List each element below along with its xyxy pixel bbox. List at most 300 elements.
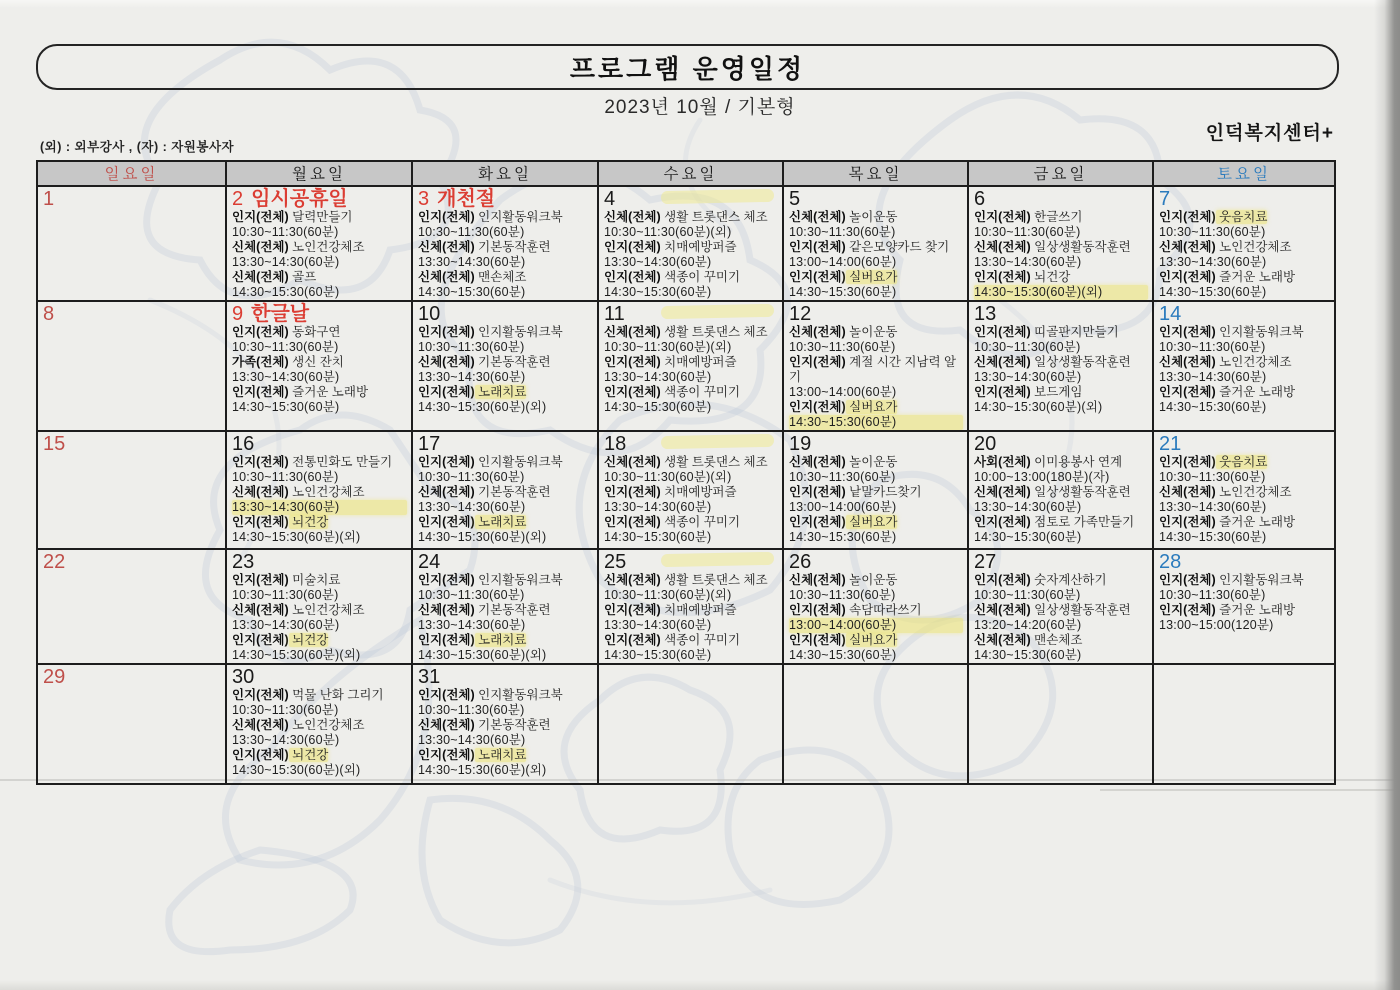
day-cell-25 — [598, 549, 783, 664]
activity-title: 같은모양카드 찾기 — [845, 240, 950, 254]
activity-title: 생활 트롯댄스 체조 — [660, 210, 768, 224]
day-cell-31 — [412, 664, 598, 784]
activity-title: 숫자계산하기 — [1030, 573, 1107, 587]
activity-time: 13:30~14:30(60분) — [1159, 370, 1267, 384]
activity-category: 인지(전체) — [1159, 573, 1216, 587]
activity-category: 인지(전체) — [974, 210, 1031, 224]
activity-category: 신체(전체) — [232, 485, 289, 499]
activity-name — [974, 240, 1148, 255]
activity-time: 13:30~14:30(60분) — [604, 500, 712, 514]
day-number: 13 — [974, 303, 997, 325]
activity-title: 치매예방퍼즐 — [660, 240, 737, 254]
day-number: 14 — [1159, 303, 1182, 325]
activity-name — [232, 210, 407, 225]
activity-name — [1159, 455, 1330, 470]
activity-category: 신체(전체) — [789, 325, 846, 339]
activity-title: 생신 잔치 — [288, 355, 344, 369]
activity-name — [974, 573, 1148, 588]
activity-name — [1159, 603, 1330, 618]
activity-name — [418, 210, 593, 225]
activity-name — [232, 573, 407, 588]
activity-category: 인지(전체) — [604, 633, 661, 647]
activity-time: 14:30~15:30(60분)(외) — [418, 763, 547, 777]
activity-category: 신체(전체) — [974, 603, 1031, 617]
activity-title: 속담따라쓰기 — [845, 603, 922, 617]
activity-name — [232, 748, 407, 763]
day-number: 1 — [43, 188, 55, 210]
activity-title: 노인건강체조 — [1215, 485, 1292, 499]
activity-category: 인지(전체) — [604, 485, 661, 499]
activity-title: 맨손체조 — [474, 270, 527, 284]
activity-name — [1159, 573, 1330, 588]
activity-category: 신체(전체) — [789, 573, 846, 587]
activity-time: 10:30~11:30(60분)(외) — [604, 225, 732, 239]
activity-title: 실버요가 — [845, 633, 898, 647]
activity-time: 14:30~15:30(60분) — [1159, 285, 1267, 299]
activity-title: 치매예방퍼즐 — [660, 603, 737, 617]
day-number: 18 — [604, 433, 627, 455]
activity-time: 14:30~15:30(60분)(외) — [232, 530, 361, 544]
activity-category: 신체(전체) — [604, 325, 661, 339]
activity-title: 일상생활동작훈련 — [1030, 485, 1131, 499]
day-number: 15 — [43, 433, 66, 455]
activity-time: 13:30~14:30(60분) — [604, 370, 712, 384]
activity-time: 14:30~15:30(60분)(외) — [418, 648, 547, 662]
activity-category: 인지(전체) — [232, 688, 289, 702]
activity-name — [1159, 485, 1330, 500]
weekday-header-일요일: 일요일 — [37, 161, 226, 186]
activity-time: 14:30~15:30(60분)(외) — [974, 285, 1148, 300]
activity-category: 인지(전체) — [604, 270, 661, 284]
activity-category: 인지(전체) — [1159, 515, 1216, 529]
activity-name — [1159, 385, 1330, 400]
activity-time: 13:00~14:00(60분) — [789, 500, 897, 514]
activity-time: 13:30~14:30(60분) — [418, 733, 526, 747]
activity-time: 10:30~11:30(60분) — [974, 340, 1081, 354]
activity-category: 신체(전체) — [1159, 485, 1216, 499]
activity-time: 13:30~14:30(60분) — [232, 255, 340, 269]
activity-title: 놀이운동 — [845, 210, 898, 224]
activity-time: 14:30~15:30(60분)(외) — [418, 530, 547, 544]
day-cell-14 — [1153, 301, 1335, 431]
activity-name — [789, 325, 963, 340]
day-number: 3 — [418, 188, 430, 210]
activity-time: 13:30~14:30(60분) — [1159, 500, 1267, 514]
activity-time: 14:30~15:30(60분) — [789, 648, 897, 662]
activity-name — [418, 603, 593, 618]
activity-name — [789, 210, 963, 225]
activity-title: 기본동작훈련 — [474, 485, 551, 499]
activity-time: 14:30~15:30(60분) — [604, 648, 712, 662]
activity-category: 신체(전체) — [418, 355, 475, 369]
activity-category: 인지(전체) — [789, 240, 846, 254]
activity-title: 웃음치료 — [1215, 210, 1268, 224]
activity-title: 놀이운동 — [845, 573, 898, 587]
activity-time: 14:30~15:30(60분) — [974, 648, 1082, 662]
activity-time: 13:00~14:00(60분) — [789, 385, 897, 399]
day-cell-22 — [37, 549, 226, 664]
activity-category: 인지(전체) — [232, 385, 289, 399]
activity-category: 가족(전체) — [232, 355, 289, 369]
day-cell-19 — [783, 431, 968, 549]
day-cell-27 — [968, 549, 1153, 664]
day-number: 6 — [974, 188, 986, 210]
activity-category: 인지(전체) — [789, 603, 846, 617]
activity-title: 기본동작훈련 — [474, 603, 551, 617]
activity-title: 뇌건강 — [288, 748, 329, 762]
activity-name — [1159, 325, 1330, 340]
activity-time: 10:30~11:30(60분) — [418, 340, 525, 354]
day-cell-17 — [412, 431, 598, 549]
empty-cell — [968, 664, 1153, 784]
activity-category: 신체(전체) — [418, 485, 475, 499]
activity-title: 노래치료 — [474, 515, 527, 529]
day-number: 19 — [789, 433, 812, 455]
activity-category: 인지(전체) — [232, 748, 289, 762]
activity-category: 인지(전체) — [418, 385, 475, 399]
activity-name — [789, 240, 963, 255]
activity-time: 10:30~11:30(60분) — [232, 225, 339, 239]
activity-name — [418, 270, 593, 285]
day-cell-29 — [37, 664, 226, 784]
activity-name — [232, 240, 407, 255]
activity-time: 13:30~14:30(60분) — [974, 255, 1082, 269]
activity-category: 신체(전체) — [789, 210, 846, 224]
activity-time: 14:30~15:30(60분) — [1159, 530, 1267, 544]
day-cell-26 — [783, 549, 968, 664]
activity-title: 달력만들기 — [288, 210, 353, 224]
activity-time: 10:30~11:30(60분) — [418, 703, 525, 717]
activity-time: 14:30~15:30(60분) — [232, 285, 340, 299]
activity-title: 인지활동워크북 — [474, 210, 563, 224]
day-cell-2 — [226, 186, 412, 301]
activity-time: 10:00~13:00(180분)(자) — [974, 470, 1110, 484]
activity-title: 치매예방퍼즐 — [660, 485, 737, 499]
activity-time: 14:30~15:30(60분) — [789, 285, 897, 299]
activity-time: 10:30~11:30(60분)(외) — [604, 588, 732, 602]
activity-time: 13:30~14:30(60분) — [418, 255, 526, 269]
calendar-header — [37, 161, 1335, 186]
activity-category: 인지(전체) — [604, 240, 661, 254]
activity-name — [1159, 355, 1330, 370]
activity-category: 인지(전체) — [974, 385, 1031, 399]
holiday-name: 한글날 — [251, 303, 310, 325]
day-cell-18 — [598, 431, 783, 549]
activity-time: 14:30~15:30(60분) — [789, 415, 963, 430]
activity-category: 인지(전체) — [418, 748, 475, 762]
activity-name — [604, 515, 778, 530]
activity-title: 색종이 꾸미기 — [660, 633, 741, 647]
activity-name — [418, 385, 593, 400]
activity-category: 신체(전체) — [232, 270, 289, 284]
activity-time: 14:30~15:30(60분) — [1159, 400, 1267, 414]
day-number: 21 — [1159, 433, 1182, 455]
activity-name — [232, 485, 407, 500]
activity-name — [789, 633, 963, 648]
activity-time: 13:30~14:30(60분) — [1159, 255, 1267, 269]
empty-cell — [1153, 664, 1335, 784]
activity-name — [418, 240, 593, 255]
scan-edge-right — [1374, 0, 1400, 990]
activity-name — [1159, 515, 1330, 530]
day-cell-8 — [37, 301, 226, 431]
fold-line — [1100, 789, 1400, 791]
activity-time: 10:30~11:30(60분) — [1159, 470, 1266, 484]
activity-category: 인지(전체) — [1159, 210, 1216, 224]
day-number: 4 — [604, 188, 616, 210]
activity-name — [604, 485, 778, 500]
activity-time: 14:30~15:30(60분) — [418, 285, 526, 299]
weekday-header-화요일: 화요일 — [412, 161, 598, 186]
activity-time: 13:30~14:30(60분) — [604, 618, 712, 632]
activity-category: 인지(전체) — [974, 573, 1031, 587]
week-row-4 — [37, 549, 1335, 664]
activity-name — [232, 270, 407, 285]
activity-name — [418, 325, 593, 340]
activity-category: 신체(전체) — [418, 718, 475, 732]
activity-title: 먹물 난화 그리기 — [288, 688, 384, 702]
activity-name — [974, 485, 1148, 500]
activity-name — [418, 573, 593, 588]
activity-name — [604, 270, 778, 285]
activity-title: 실버요가 — [845, 400, 898, 414]
activity-name — [974, 385, 1148, 400]
activity-name — [974, 455, 1148, 470]
day-cell-16 — [226, 431, 412, 549]
day-cell-10 — [412, 301, 598, 431]
activity-title: 노인건강체조 — [1215, 355, 1292, 369]
day-cell-20 — [968, 431, 1153, 549]
activity-name — [604, 325, 778, 340]
activity-title: 인지활동워크북 — [1215, 325, 1304, 339]
activity-title: 노래치료 — [474, 748, 527, 762]
day-number: 22 — [43, 551, 66, 573]
activity-category: 신체(전체) — [232, 718, 289, 732]
activity-category: 인지(전체) — [1159, 455, 1216, 469]
activity-title: 인지활동워크북 — [1215, 573, 1304, 587]
activity-title: 실버요가 — [845, 515, 898, 529]
activity-title: 노인건강체조 — [288, 240, 365, 254]
activity-category: 인지(전체) — [789, 270, 846, 284]
activity-category: 인지(전체) — [974, 515, 1031, 529]
activity-time: 10:30~11:30(60분) — [1159, 340, 1266, 354]
activity-title: 노인건강체조 — [1215, 240, 1292, 254]
activity-time: 14:30~15:30(60분) — [232, 400, 340, 414]
activity-category: 사회(전체) — [974, 455, 1031, 469]
activity-title: 보드게임 — [1030, 385, 1083, 399]
activity-title: 색종이 꾸미기 — [660, 270, 741, 284]
activity-time: 13:30~14:30(60분) — [232, 618, 340, 632]
day-number: 28 — [1159, 551, 1182, 573]
weekday-header-금요일: 금요일 — [968, 161, 1153, 186]
activity-title: 즐거운 노래방 — [288, 385, 369, 399]
activity-title: 한글쓰기 — [1030, 210, 1083, 224]
activity-category: 신체(전체) — [974, 633, 1031, 647]
activity-time: 13:20~14:20(60분) — [974, 618, 1082, 632]
activity-time: 13:00~14:00(60분) — [789, 618, 963, 633]
activity-title: 생활 트롯댄스 체조 — [660, 573, 768, 587]
calendar-table — [36, 160, 1336, 785]
activity-category: 인지(전체) — [418, 210, 475, 224]
activity-time: 10:30~11:30(60분) — [789, 340, 896, 354]
activity-name — [232, 455, 407, 470]
activity-category: 신체(전체) — [604, 210, 661, 224]
weekday-header-수요일: 수요일 — [598, 161, 783, 186]
page-subtitle: 2023년 10월 / 기본형 — [604, 97, 796, 118]
activity-category: 인지(전체) — [232, 573, 289, 587]
activity-category: 신체(전체) — [1159, 240, 1216, 254]
activity-time: 10:30~11:30(60분) — [418, 588, 525, 602]
holiday-name: 개천절 — [437, 188, 496, 210]
activity-category: 인지(전체) — [1159, 325, 1216, 339]
activity-title: 이미용봉사 연계 — [1030, 455, 1123, 469]
activity-time: 13:30~14:30(60분) — [974, 500, 1082, 514]
activity-name — [418, 355, 593, 370]
activity-title: 점토로 가족만들기 — [1030, 515, 1135, 529]
day-cell-7 — [1153, 186, 1335, 301]
week-row-5 — [37, 664, 1335, 784]
activity-time: 10:30~11:30(60분) — [232, 703, 339, 717]
activity-name — [789, 270, 963, 285]
activity-name — [418, 455, 593, 470]
activity-name — [789, 355, 963, 385]
activity-name — [789, 485, 963, 500]
activity-name — [232, 515, 407, 530]
activity-title: 즐거운 노래방 — [1215, 515, 1296, 529]
day-number: 23 — [232, 551, 255, 573]
activity-time: 14:30~15:30(60분) — [604, 530, 712, 544]
day-cell-3 — [412, 186, 598, 301]
activity-time: 10:30~11:30(60분) — [418, 225, 525, 239]
activity-name — [418, 748, 593, 763]
activity-time: 13:30~14:30(60분) — [418, 618, 526, 632]
day-cell-12 — [783, 301, 968, 431]
activity-title: 뇌건강 — [288, 515, 329, 529]
activity-category: 인지(전체) — [974, 270, 1031, 284]
day-number: 20 — [974, 433, 997, 455]
activity-title: 놀이운동 — [845, 455, 898, 469]
activity-time: 10:30~11:30(60분)(외) — [604, 470, 732, 484]
activity-title: 전통민화도 만들기 — [288, 455, 393, 469]
activity-time: 14:30~15:30(60분)(외) — [974, 400, 1103, 414]
day-cell-5 — [783, 186, 968, 301]
activity-name — [1159, 240, 1330, 255]
activity-category: 인지(전체) — [232, 633, 289, 647]
legend-note: (외) : 외부강사 , (자) : 자원봉사자 — [40, 140, 235, 154]
activity-name — [418, 515, 593, 530]
day-cell-24 — [412, 549, 598, 664]
day-number: 7 — [1159, 188, 1171, 210]
day-number: 10 — [418, 303, 441, 325]
activity-category: 인지(전체) — [1159, 385, 1216, 399]
activity-title: 색종이 꾸미기 — [660, 385, 741, 399]
activity-title: 웃음치료 — [1215, 455, 1268, 469]
activity-title: 맨손체조 — [1030, 633, 1083, 647]
activity-category: 신체(전체) — [974, 355, 1031, 369]
activity-name — [1159, 270, 1330, 285]
activity-category: 신체(전체) — [604, 573, 661, 587]
activity-time: 10:30~11:30(60분) — [232, 470, 339, 484]
holiday-name: 임시공휴일 — [251, 188, 348, 210]
activity-time: 14:30~15:30(60분) — [789, 530, 897, 544]
activity-title: 띠골판지만들기 — [1030, 325, 1119, 339]
day-number: 12 — [789, 303, 812, 325]
activity-title: 즐거운 노래방 — [1215, 603, 1296, 617]
activity-category: 인지(전체) — [604, 355, 661, 369]
day-cell-11 — [598, 301, 783, 431]
activity-category: 인지(전체) — [418, 455, 475, 469]
activity-title: 노래치료 — [474, 633, 527, 647]
activity-name — [789, 400, 963, 415]
day-cell-13 — [968, 301, 1153, 431]
activity-time: 13:00~14:00(60분) — [789, 255, 897, 269]
activity-title: 생활 트롯댄스 체조 — [660, 325, 768, 339]
day-number: 26 — [789, 551, 812, 573]
activity-category: 인지(전체) — [232, 210, 289, 224]
activity-title: 치매예방퍼즐 — [660, 355, 737, 369]
activity-title: 즐거운 노래방 — [1215, 385, 1296, 399]
activity-category: 인지(전체) — [418, 573, 475, 587]
activity-category: 신체(전체) — [418, 603, 475, 617]
activity-category: 인지(전체) — [418, 325, 475, 339]
activity-title: 놀이운동 — [845, 325, 898, 339]
day-number: 31 — [418, 666, 441, 688]
activity-time: 14:30~15:30(60분)(외) — [232, 763, 361, 777]
activity-category: 인지(전체) — [1159, 270, 1216, 284]
activity-category: 신체(전체) — [789, 455, 846, 469]
activity-category: 인지(전체) — [974, 325, 1031, 339]
activity-time: 13:30~14:30(60분) — [232, 733, 340, 747]
activity-category: 신체(전체) — [974, 240, 1031, 254]
activity-name — [604, 455, 778, 470]
activity-time: 13:30~14:30(60분) — [974, 370, 1082, 384]
activity-category: 인지(전체) — [789, 485, 846, 499]
activity-time: 10:30~11:30(60분) — [789, 470, 896, 484]
activity-name — [418, 485, 593, 500]
activity-name — [974, 270, 1148, 285]
activity-name — [974, 633, 1148, 648]
activity-title: 노인건강체조 — [288, 718, 365, 732]
day-number: 9 — [232, 303, 244, 325]
day-number: 30 — [232, 666, 255, 688]
activity-name — [418, 633, 593, 648]
activity-name — [974, 515, 1148, 530]
weekday-header-월요일: 월요일 — [226, 161, 412, 186]
activity-category: 신체(전체) — [974, 485, 1031, 499]
scan-edge-bottom — [0, 980, 1400, 990]
activity-name — [232, 688, 407, 703]
activity-time: 13:30~14:30(60분) — [604, 255, 712, 269]
activity-name — [789, 573, 963, 588]
calendar-body — [37, 186, 1335, 784]
activity-name — [232, 603, 407, 618]
activity-title: 기본동작훈련 — [474, 355, 551, 369]
activity-title: 기본동작훈련 — [474, 240, 551, 254]
activity-title: 노래치료 — [474, 385, 527, 399]
activity-title: 미술치료 — [288, 573, 341, 587]
activity-title: 색종이 꾸미기 — [660, 515, 741, 529]
activity-time: 10:30~11:30(60분) — [418, 470, 525, 484]
activity-name — [418, 718, 593, 733]
activity-category: 인지(전체) — [789, 633, 846, 647]
activity-title: 뇌건강 — [288, 633, 329, 647]
day-cell-30 — [226, 664, 412, 784]
activity-name — [974, 355, 1148, 370]
week-row-2 — [37, 301, 1335, 431]
day-cell-4 — [598, 186, 783, 301]
activity-category: 인지(전체) — [789, 400, 846, 414]
activity-title: 낱말카드찾기 — [845, 485, 922, 499]
